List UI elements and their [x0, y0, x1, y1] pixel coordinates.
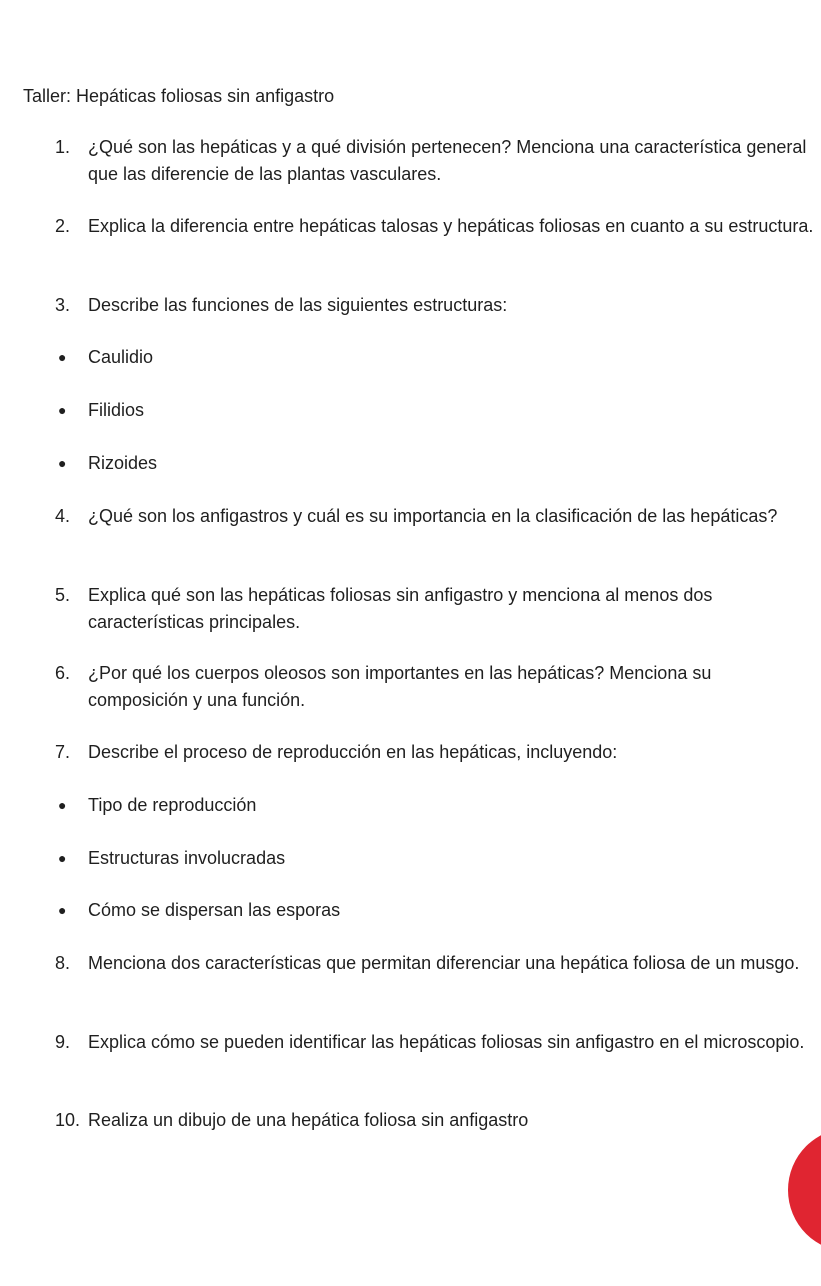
list-number: 2. [55, 216, 71, 236]
list-number: 3. [55, 295, 71, 315]
question-text: ¿Qué son los anfigastros y cuál es su importancia en la clasificación de las hepáticas? [88, 506, 778, 526]
bullet-text: Tipo de reproducción [88, 795, 257, 815]
bullet-text: Estructuras involucradas [88, 848, 286, 868]
question-text: Explica qué son las hepáticas foliosas sin anfigastro y menciona al menos dos características principales. [88, 585, 713, 632]
list-number: 6. [55, 663, 71, 683]
list-number: 8. [55, 953, 71, 973]
red-circle-decoration [788, 1128, 821, 1252]
bullet-text: Caulidio [88, 347, 154, 367]
list-number: 5. [55, 585, 71, 605]
question-text: Describe las funciones de las siguientes estructuras: [88, 295, 508, 315]
list-number: 4. [55, 506, 71, 526]
document-title: Taller: Hepáticas foliosas sin anfigastro [23, 86, 335, 106]
question-text: Menciona dos características que permitan diferenciar una hepática foliosa de un musgo. [88, 953, 800, 973]
bullet-icon: ● [58, 850, 67, 866]
list-number: 10. [55, 1110, 81, 1130]
bullet-icon: ● [58, 902, 67, 918]
question-text: Explica la diferencia entre hepáticas talosas y hepáticas foliosas en cuanto a su estructura. [88, 216, 814, 236]
bullet-text: Filidios [88, 400, 145, 420]
bullet-icon: ● [58, 402, 67, 418]
bullet-icon: ● [58, 797, 67, 813]
bullet-icon: ● [58, 455, 67, 471]
question-text: Describe el proceso de reproducción en las hepáticas, incluyendo: [88, 742, 618, 762]
question-text: ¿Qué son las hepáticas y a qué división pertenecen? Menciona una característica general que las diferencie de las plantas vasculares. [88, 137, 807, 184]
bullet-icon: ● [58, 349, 67, 365]
question-text: Explica cómo se pueden identificar las hepáticas foliosas sin anfigastro en el microscopio. [88, 1032, 805, 1052]
question-text: ¿Por qué los cuerpos oleosos son importantes en las hepáticas? Menciona su composición y una función. [88, 663, 712, 710]
bullet-text: Cómo se dispersan las esporas [88, 900, 341, 920]
bullet-text: Rizoides [88, 453, 158, 473]
list-number: 1. [55, 137, 71, 157]
list-number: 9. [55, 1032, 71, 1052]
list-number: 7. [55, 742, 71, 762]
question-text: Realiza un dibujo de una hepática foliosa sin anfigastro [88, 1110, 529, 1130]
